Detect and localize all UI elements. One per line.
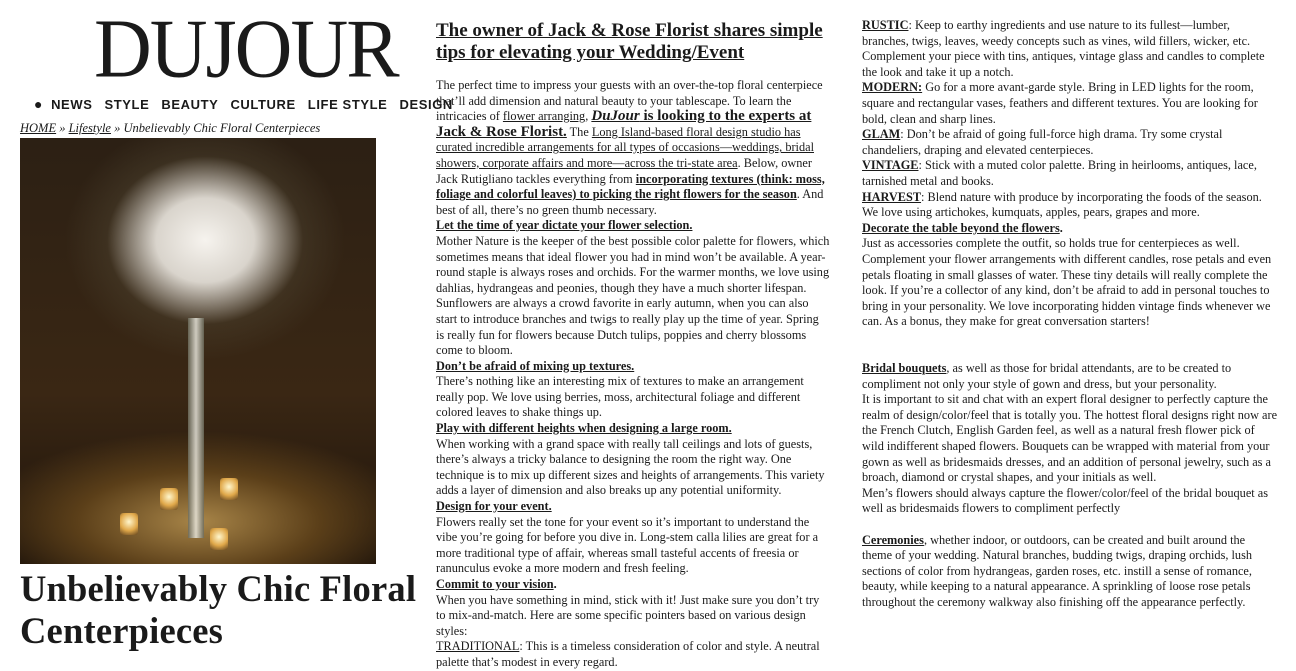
article-headline: The owner of Jack & Rose Florist shares simple tips for elevating your Wedding/Event xyxy=(436,20,823,63)
section-heading: Play with different heights when designing a large room. xyxy=(436,421,732,436)
intro-paragraph xyxy=(436,78,830,218)
section-heading: Don’t be afraid of mixing up textures. xyxy=(436,358,635,373)
mens-flowers-paragraph: Men’s flowers should always capture the flower/color/feel of the bridal bouquet as well as bridesmaids flowers to compliment perfectly xyxy=(862,485,1269,516)
section-heading xyxy=(862,221,1278,237)
style-name: TRADITIONAL xyxy=(436,639,520,654)
style-name: GLAM xyxy=(862,127,901,142)
studio-link[interactable]: Long Island-based floral design studio has curated incredible arrangements for all types of occasions—weddings, bridal showers, corporate affairs and more—across the tri-state area xyxy=(436,124,814,170)
section-body: Mother Nature is the keeper of the best possible color palette for flowers, which sometimes means that ideal flower you had in mind won’t be available. A year-round staple is always roses and orchids. For the warmer months, we love using dahlias, hydrangeas and peonies, though they have a much shorter lifespan. Sunflowers are always a crowd favorite in early autumn, when you can also start to introduce branches and twigs to really play up the time of year. Spring is really fun for flowers because Dutch tulips, poppies and cherry blossoms come to bloom. xyxy=(436,233,830,358)
style-text: : This is a timeless consideration of color and style. A neutral palette that’s modest in every regard. xyxy=(436,639,820,669)
style-item xyxy=(862,158,1278,189)
photo-vase-stem xyxy=(188,318,204,538)
nav-bullet-icon: ● xyxy=(34,96,44,112)
photo-candle xyxy=(210,528,228,550)
breadcrumb-home-link[interactable]: HOME xyxy=(20,121,57,135)
style-name: HARVEST xyxy=(862,189,922,204)
nav-item-lifestyle[interactable]: LIFE STYLE xyxy=(307,96,388,112)
section-body: There’s nothing like an interesting mix of textures to make an arrangement really pop. We love using berries, moss, architectural foliage and different colored leaves to shake things up. xyxy=(436,374,804,420)
style-name: RUSTIC xyxy=(862,18,909,32)
intro-text: . Below, owner Jack Rutigliano tackles everything from xyxy=(436,155,812,186)
style-item xyxy=(862,80,1278,127)
photo-candle xyxy=(120,513,138,535)
breadcrumb xyxy=(20,121,420,136)
breadcrumb-separator: » xyxy=(59,121,66,135)
style-text: : Stick with a muted color palette. Bring in heirlooms, antiques, lace, tarnished metal and books. xyxy=(862,158,1257,188)
photo-candle xyxy=(160,488,178,510)
bridal-heading: Bridal bouquets xyxy=(862,361,947,376)
style-text: : Don’t be afraid of going full-force high drama. Try some crystal chandeliers, draping and elevated centerpieces. xyxy=(862,127,1223,157)
section-body: Just as accessories complete the outfit, so holds true for centerpieces as well. Complement your flower arrangements with different candles, rose petals and even petals floating in small glasses of water. These tiny details will really complete the look. If you’re a collector of any kind, don’t be afraid to add in personal touches to bring in your personality. We love incorporating hidden vintage finds whenever we can. As a bonus, they make for great conversation starters! xyxy=(862,236,1272,329)
section-heading: Let the time of year dictate your flower selection. xyxy=(436,218,693,233)
spacer xyxy=(862,517,1278,533)
decorate-heading: Decorate the table beyond the flowers xyxy=(862,220,1060,235)
intro-text: . And best of all, there’s no green thumb necessary. xyxy=(436,187,824,217)
spacer xyxy=(862,330,1278,346)
nav-item-beauty[interactable]: BEAUTY xyxy=(161,96,219,112)
style-item xyxy=(862,190,1278,221)
nav-item-news[interactable]: NEWS xyxy=(51,96,93,112)
nav-item-design[interactable]: DESIGN xyxy=(399,96,453,112)
style-text: Go for a more avant-garde style. Bring in LED lights for the room, square and rectangular vases, feathers and different textures. You are looking for bold, clean and sharp lines. xyxy=(862,80,1258,126)
heading-period: . xyxy=(553,577,557,591)
breadcrumb-separator: » xyxy=(114,121,121,135)
bridal-paragraph xyxy=(862,361,1278,392)
middle-column xyxy=(436,20,830,671)
section-heading xyxy=(436,577,830,593)
intro-text: The perfect time to impress your guests with an over-the-top floral centerpiece that’ll add dimension and natural beauty to your tablescape. To learn the intricacies of xyxy=(436,78,823,124)
textures-link[interactable]: incorporating textures (think: moss, foliage and colorful leaves) to picking the right flowers for the season xyxy=(436,171,825,202)
intro-text: The xyxy=(566,124,592,139)
style-text: : Keep to earthy ingredients and use nature to its fullest—lumber, branches, twigs, leaves, weedy concepts such as vines, wild fillers, wicker, etc. Complement your piece with tins, antiques, vintage glass and candles to complete the look and take it up a notch. xyxy=(862,18,1265,79)
section-body: Flowers really set the tone for your event so it’s important to understand the vibe you’re going for before you dive in. Long-stem calla lilies are great for a more traditional type of affair, whereas small tasteful accents of freesia or ranunculus evoke a more modern and fresh feeling. xyxy=(436,514,819,576)
breadcrumb-current: Unbelievably Chic Floral Centerpieces xyxy=(123,121,321,135)
section-body: When working with a grand space with really tall ceilings and lots of guests, there’s always a tricky balance to designing the room the right way. One technique is to mix up different sizes and heights of arrangements. This variety adds a layer of dimension and also breaks up any potential uniformity. xyxy=(436,436,825,498)
heading-period: . xyxy=(1059,220,1063,235)
intro-emphasis: is looking to the experts at Jack & Rose Florist. xyxy=(436,108,812,140)
bridal-lead: , as well as those for bridal attendants, are to be created to compliment not only your style of gown and dress, but your personality. xyxy=(862,361,1232,391)
style-item xyxy=(862,127,1278,158)
flower-arranging-link[interactable]: flower arranging xyxy=(502,109,586,124)
spacer xyxy=(862,345,1278,361)
centerpiece-photo xyxy=(20,138,376,564)
left-column xyxy=(20,0,453,652)
intro-text: , xyxy=(585,109,592,124)
nav-item-culture[interactable]: CULTURE xyxy=(230,96,296,112)
ceremonies-paragraph xyxy=(862,533,1278,611)
section-body: When you have something in mind, stick with it! Just make sure you don’t try to mix-and-match. Here are some specific pointers based on various design styles: xyxy=(436,592,820,638)
bridal-body: It is important to sit and chat with an expert floral designer to perfectly capture the realm of design/color/feel that is totally you. The hottest floral designs right now are the French Clutch, English Garden feel, as well as a natural fresh flower pick of wild indifferent shaped flowers. Bouquets can be wrapped with material from your gown as well as bridesmaids dresses, and an addition of personal jewelry, such as a broach, diamond or crystal shapes, and your initials as well. xyxy=(862,392,1278,485)
right-column xyxy=(862,18,1278,611)
style-name: MODERN: xyxy=(862,80,923,95)
style-name: VINTAGE xyxy=(862,158,919,173)
ceremonies-body: , whether indoor, or outdoors, can be created and built around the theme of your wedding. Natural branches, budding twigs, draping orchids, lush sections of color from hydrangeas, garden roses, etc. instill a sense of romance, beauty, while keeping to a natural appearance. A sprinkling of loose rose petals throughout the ceremony walkway also finishing off the appearance perfectly. xyxy=(862,532,1253,609)
page-title: Unbelievably Chic Floral Centerpieces xyxy=(20,568,417,651)
style-item xyxy=(862,18,1278,80)
style-text: : Blend nature with produce by incorporating the foods of the season. We love using artichokes, kumquats, apples, pears, grapes and more. xyxy=(862,189,1262,220)
site-logo[interactable]: DUJOUR xyxy=(94,2,398,96)
section-heading: Design for your event. xyxy=(436,499,552,514)
ceremonies-heading: Ceremonies xyxy=(862,532,924,547)
photo-candle xyxy=(220,478,238,500)
main-nav xyxy=(20,96,453,112)
commit-heading: Commit to your vision xyxy=(436,577,554,591)
dujour-brand: DuJour xyxy=(591,108,640,125)
nav-item-style[interactable]: STYLE xyxy=(104,96,150,112)
style-item xyxy=(436,639,830,670)
breadcrumb-lifestyle-link[interactable]: Lifestyle xyxy=(68,121,111,135)
